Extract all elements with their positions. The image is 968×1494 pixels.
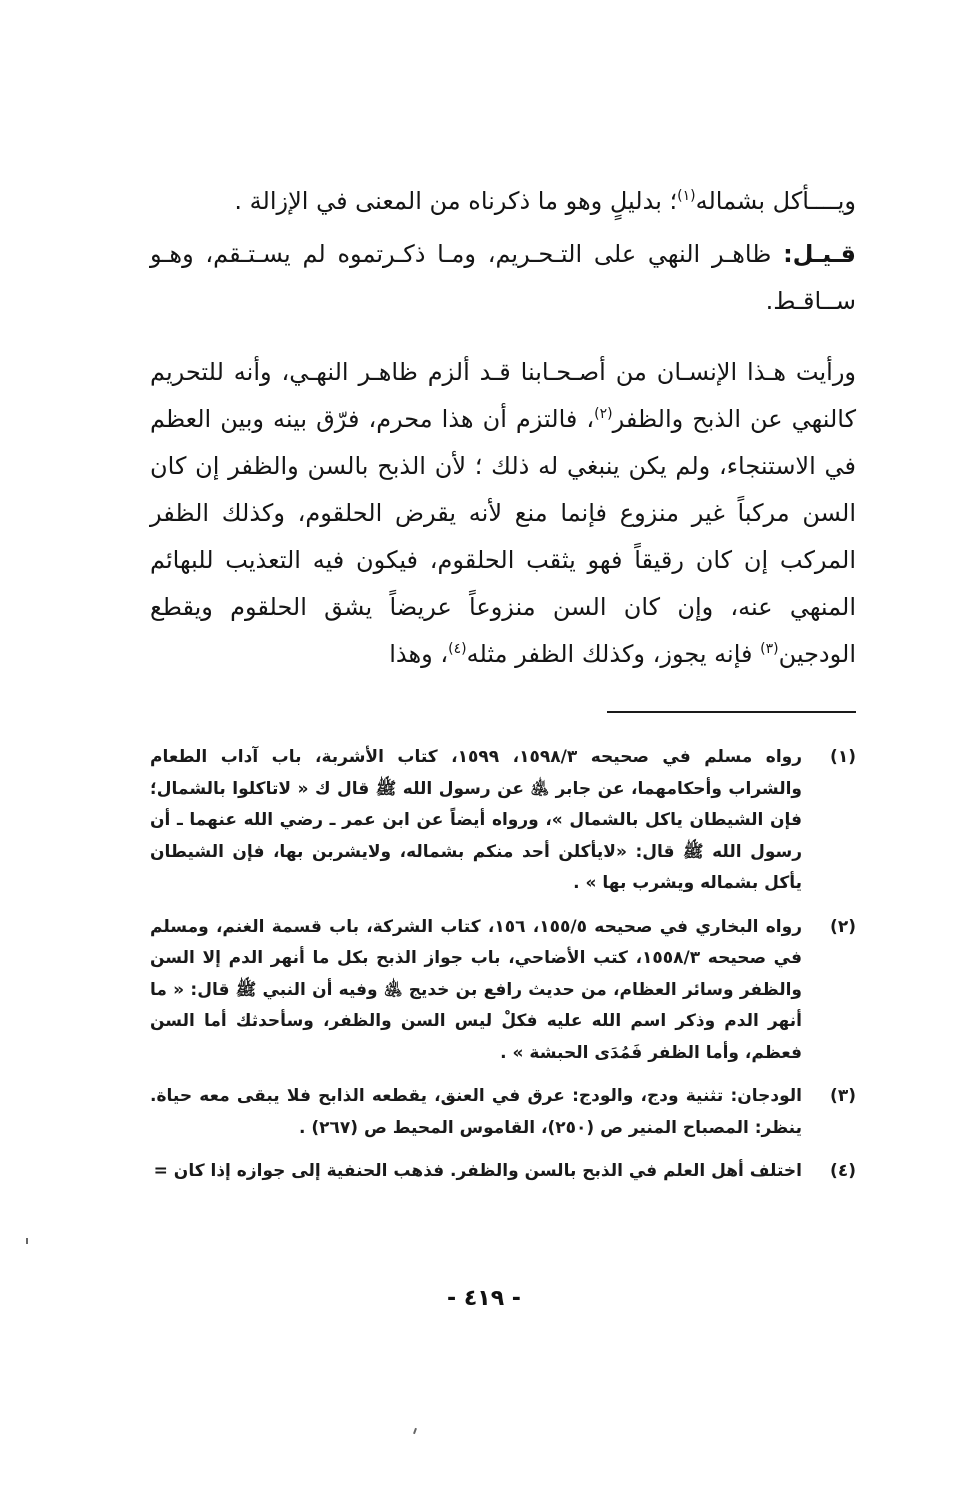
footnote-text: رواه البخاري في صحيحه ١٥٥/٥، ١٥٦، كتاب الشركة، باب قسمة الغنم، ومسلم في صحيحه ١٥٥٨/٣، كتب الأضاحي، باب جواز الذبح بكل ما أنهر الدم إلا السن والظفر وسائر العظام، من حديث رافع بن خديج ﵁ وفيه أن النبي ﷺ قال: « ما أنهر الدم وذكر اسم الله عليه فكلْ ليس السن والظفر، وسأحدثك أما السن فعظم، وأما الظفر فَمُدَى الحبشة » . xyxy=(150,916,802,1063)
footnote-text: رواه مسلم في صحيحه ١٥٩٨/٣، ١٥٩٩، كتاب الأشربة، باب آداب الطعام والشراب وأحكامهما، عن جابر ﵁ عن رسول الله ﷺ قال ك « لاتاكلوا بالشمال؛ فإن الشيطان ياكل بالشمال »، ورواه أيضاً عن ابن عمر ـ رضي الله عنهما ـ أن رسول الله ﷺ قال: «لايأكلن أحد منكم بشماله، ولايشربن بها، فإن الشيطان يأكل بشماله ويشرب بها » . xyxy=(150,747,802,893)
footnote-text: اختلف أهل العلم في الذبح بالسن والظفر. فذهب الحنفية إلى جوازه إذا كان = xyxy=(153,1161,802,1181)
footnote-4 xyxy=(150,1156,856,1188)
footnote-ref-3: (٣) xyxy=(760,641,779,657)
paragraph-3-text-c: فإنه يجوز، وكذلك الظفر مثله xyxy=(466,640,761,668)
footnote-number: (٣) xyxy=(830,1086,856,1106)
footnote-number: (٤) xyxy=(830,1161,856,1181)
paragraph-1-text: ويــــأكل بشماله xyxy=(695,187,856,215)
paragraph-2 xyxy=(150,231,856,325)
paragraph-1-text-rest: ؛ بدليلٍ وهو ما ذكرناه من المعنى في الإزالة . xyxy=(234,187,678,215)
footnote-ref-4: (٤) xyxy=(448,641,467,657)
paragraph-2-lead: قـيـل: xyxy=(783,240,856,268)
footnote-1 xyxy=(150,742,856,900)
page-number: - ٤١٩ - xyxy=(447,1286,521,1311)
paragraph-3-text-d: ، وهذا xyxy=(389,640,449,668)
footnotes xyxy=(150,742,856,1200)
paragraph-3 xyxy=(150,349,856,678)
footnote-ref-1: (١) xyxy=(677,188,696,204)
scan-speck xyxy=(26,1238,28,1244)
footnote-separator xyxy=(607,711,856,713)
paragraph-3-text-a: ورأيت هـذا الإنسـان من أصـحـابنا قـد ألزم ظاهـر النهـي، وأنه للتحريم كالنهي عن الذبح والظفر xyxy=(150,358,856,433)
paragraph-3-text-b: ، فالتزم أن هذا محرم، فرّق بينه وبين العظم في الاستنجاء، ولم يكن ينبغي له ذلك ؛ لأن الذبح بالسن والظفر إن كان السن مركباً غير منزوع فإنما منع لأنه يقرض الحلقوم، وكذلك الظفر المركب إن كان رقيقاً فهو يثقب الحلقوم، فيكون فيه التعذيب للبهائم المنهي عنه، وإن كان السن منزوعاً عريضاً يشق الحلقوم ويقطع الودجين xyxy=(150,405,856,668)
footnote-text: الودجان: تثنية ودج، والودج: عرق في العنق، يقطعه الذابح فلا يبقى معه حياة. ينظر: المصباح المنير ص (٢٥٠)، القاموس المحيط ص (٢٦٧) . xyxy=(150,1086,802,1138)
main-text xyxy=(150,178,856,678)
footnote-2 xyxy=(150,912,856,1070)
paragraph-2-text: ظاهـر النهي على التـحـريم، ومـا ذكـرتموه لم يسـتـقم، وهـو ســاقـط. xyxy=(150,240,856,315)
footnote-number: (٢) xyxy=(830,916,856,937)
footnote-3 xyxy=(150,1081,856,1144)
paragraph-1 xyxy=(150,178,856,225)
footnote-number: (١) xyxy=(830,747,856,767)
footnote-ref-2: (٢) xyxy=(594,406,613,422)
scan-speck xyxy=(413,1428,417,1434)
